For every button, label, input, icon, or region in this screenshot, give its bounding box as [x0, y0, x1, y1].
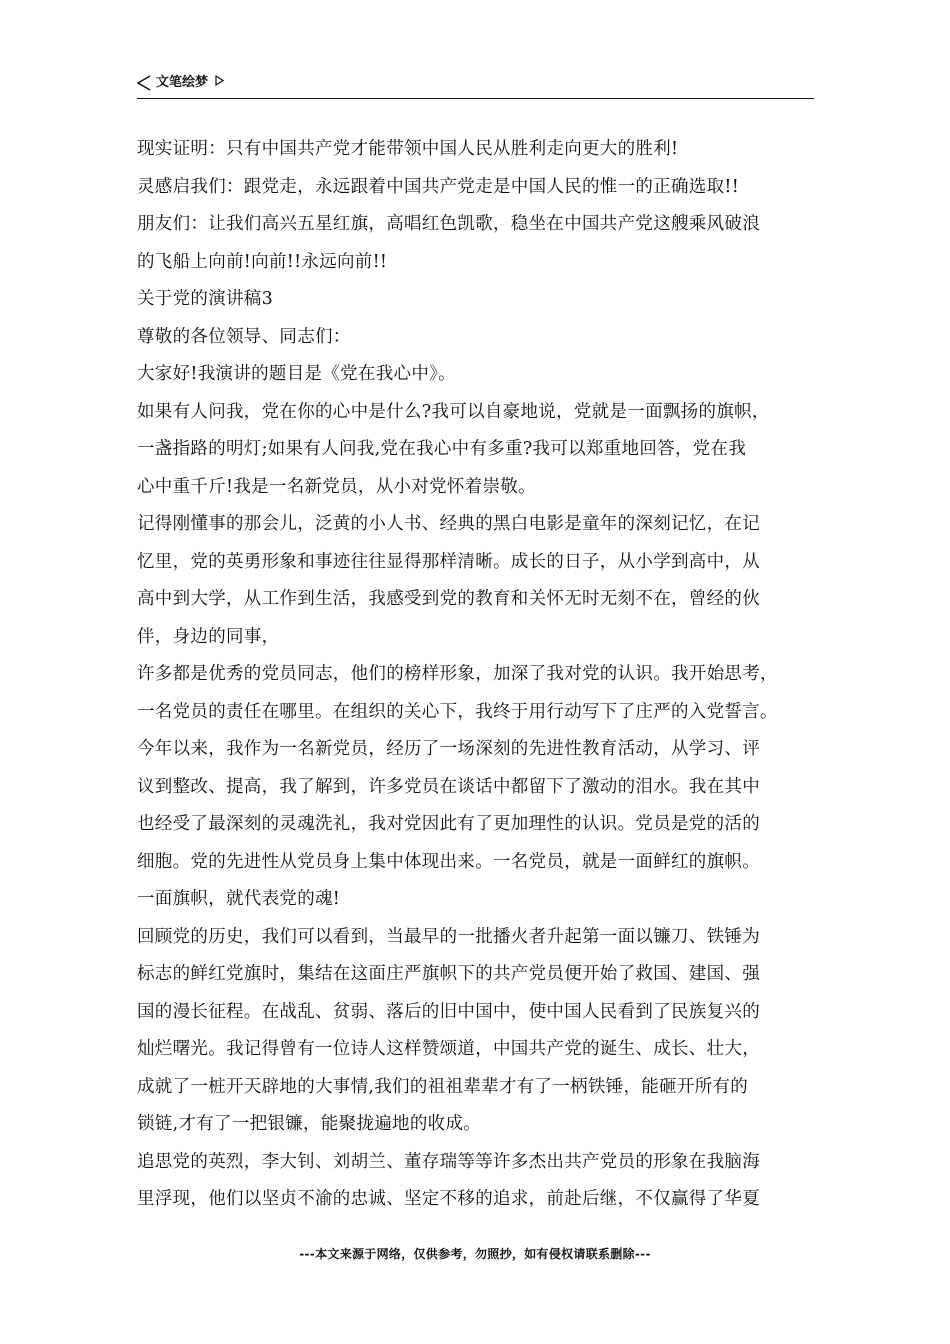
text-line: 忆里，党的英勇形象和事迹往往显得那样清晰。成长的日子，从小学到高中，从	[137, 551, 760, 572]
text-line: 伴，身边的同事，	[137, 626, 280, 647]
text-line: 国的漫长征程。在战乱、贫弱、落后的旧中国中，使中国人民看到了民族复兴的	[137, 1001, 760, 1022]
left-triangle-icon	[137, 75, 151, 91]
text-line: 锁链,才有了一把银镰，能聚拢遍地的收成。	[137, 1114, 482, 1134]
right-triangle-icon	[215, 75, 224, 86]
text-line: 如果有人问我，党在你的心中是什么?我可以自豪地说，党就是一面飘扬的旗帜，	[137, 401, 770, 422]
text-line: 今年以来，我作为一名新党员，经历了一场深刻的先进性教育活动，从学习、评	[137, 739, 760, 759]
text-line: 灿烂曙光。我记得曾有一位诗人这样赞颂道，中国共产党的诞生、成长、壮大，	[137, 1039, 760, 1059]
text-line: 心中重千斤!我是一名新党员，从小对党怀着崇敬。	[137, 476, 536, 497]
text-line: 细胞。党的先进性从党员身上集中体现出来。一名党员，就是一面鲜红的旗帜。	[137, 851, 760, 872]
text-line: 一名党员的责任在哪里。在组织的关心下，我终于用行动写下了庄严的入党誓言。	[137, 701, 778, 722]
footer-disclaimer: ---本文来源于网络，仅供参考，勿照抄，如有侵权请联系删除---	[299, 1247, 651, 1261]
brand-name: 文笔绘梦	[156, 75, 209, 90]
text-line: 尊敬的各位领导、同志们：	[137, 326, 351, 347]
text-line: 成就了一桩开天辟地的大事情,我们的祖祖辈辈才有了一柄铁锤，能砸开所有的	[137, 1076, 749, 1097]
text-line: 灵感启我们：跟党走，永远跟着中国共产党走是中国人民的惟一的正确选取!!	[137, 176, 740, 197]
page-header	[137, 74, 814, 99]
text-line: 高中到大学，从工作到生活，我感受到党的教育和关怀无时无刻不在，曾经的伙	[137, 589, 760, 609]
text-line: 朋友们：让我们高兴五星红旗，高唱红色凯歌，稳坐在中国共产党这艘乘风破浪	[137, 214, 760, 234]
text-line: 标志的鲜红党旗时，集结在这面庄严旗帜下的共产党员便开始了救国、建国、强	[137, 964, 760, 984]
text-line: 里浮现，他们以坚贞不渝的忠诚、坚定不移的追求，前赴后继，不仅赢得了华夏	[137, 1189, 760, 1209]
document-body	[137, 131, 827, 1219]
text-line: 一盏指路的明灯;如果有人问我,党在我心中有多重?我可以郑重地回答，党在我	[137, 439, 747, 459]
text-line: 现实证明：只有中国共产党才能带领中国人民从胜利走向更大的胜利!	[137, 139, 679, 159]
text-line: 也经受了最深刻的灵魂洗礼，我对党因此有了更加理性的认识。党员是党的活的	[137, 814, 760, 834]
text-line: 许多都是优秀的党员同志，他们的榜样形象，加深了我对党的认识。我开始思考，	[137, 664, 778, 684]
text-line: 回顾党的历史，我们可以看到，当最早的一批播火者升起第一面以镰刀、铁锤为	[137, 926, 760, 947]
text-line: 大家好!我演讲的题目是《党在我心中》。	[137, 364, 456, 384]
text-line: 议到整改、提高，我了解到，许多党员在谈话中都留下了激动的泪水。我在其中	[137, 776, 760, 797]
brand-logo	[137, 74, 814, 92]
section-title: 关于党的演讲稿3	[137, 289, 274, 309]
text-line: 一面旗帜，就代表党的魂!	[137, 889, 341, 909]
text-line: 的飞船上向前!向前!!永远向前!!	[137, 251, 388, 272]
text-line: 记得刚懂事的那会儿，泛黄的小人书、经典的黑白电影是童年的深刻记忆，在记	[137, 514, 760, 534]
text-line: 追思党的英烈，李大钊、刘胡兰、董存瑞等等许多杰出共产党员的形象在我脑海	[137, 1151, 760, 1172]
